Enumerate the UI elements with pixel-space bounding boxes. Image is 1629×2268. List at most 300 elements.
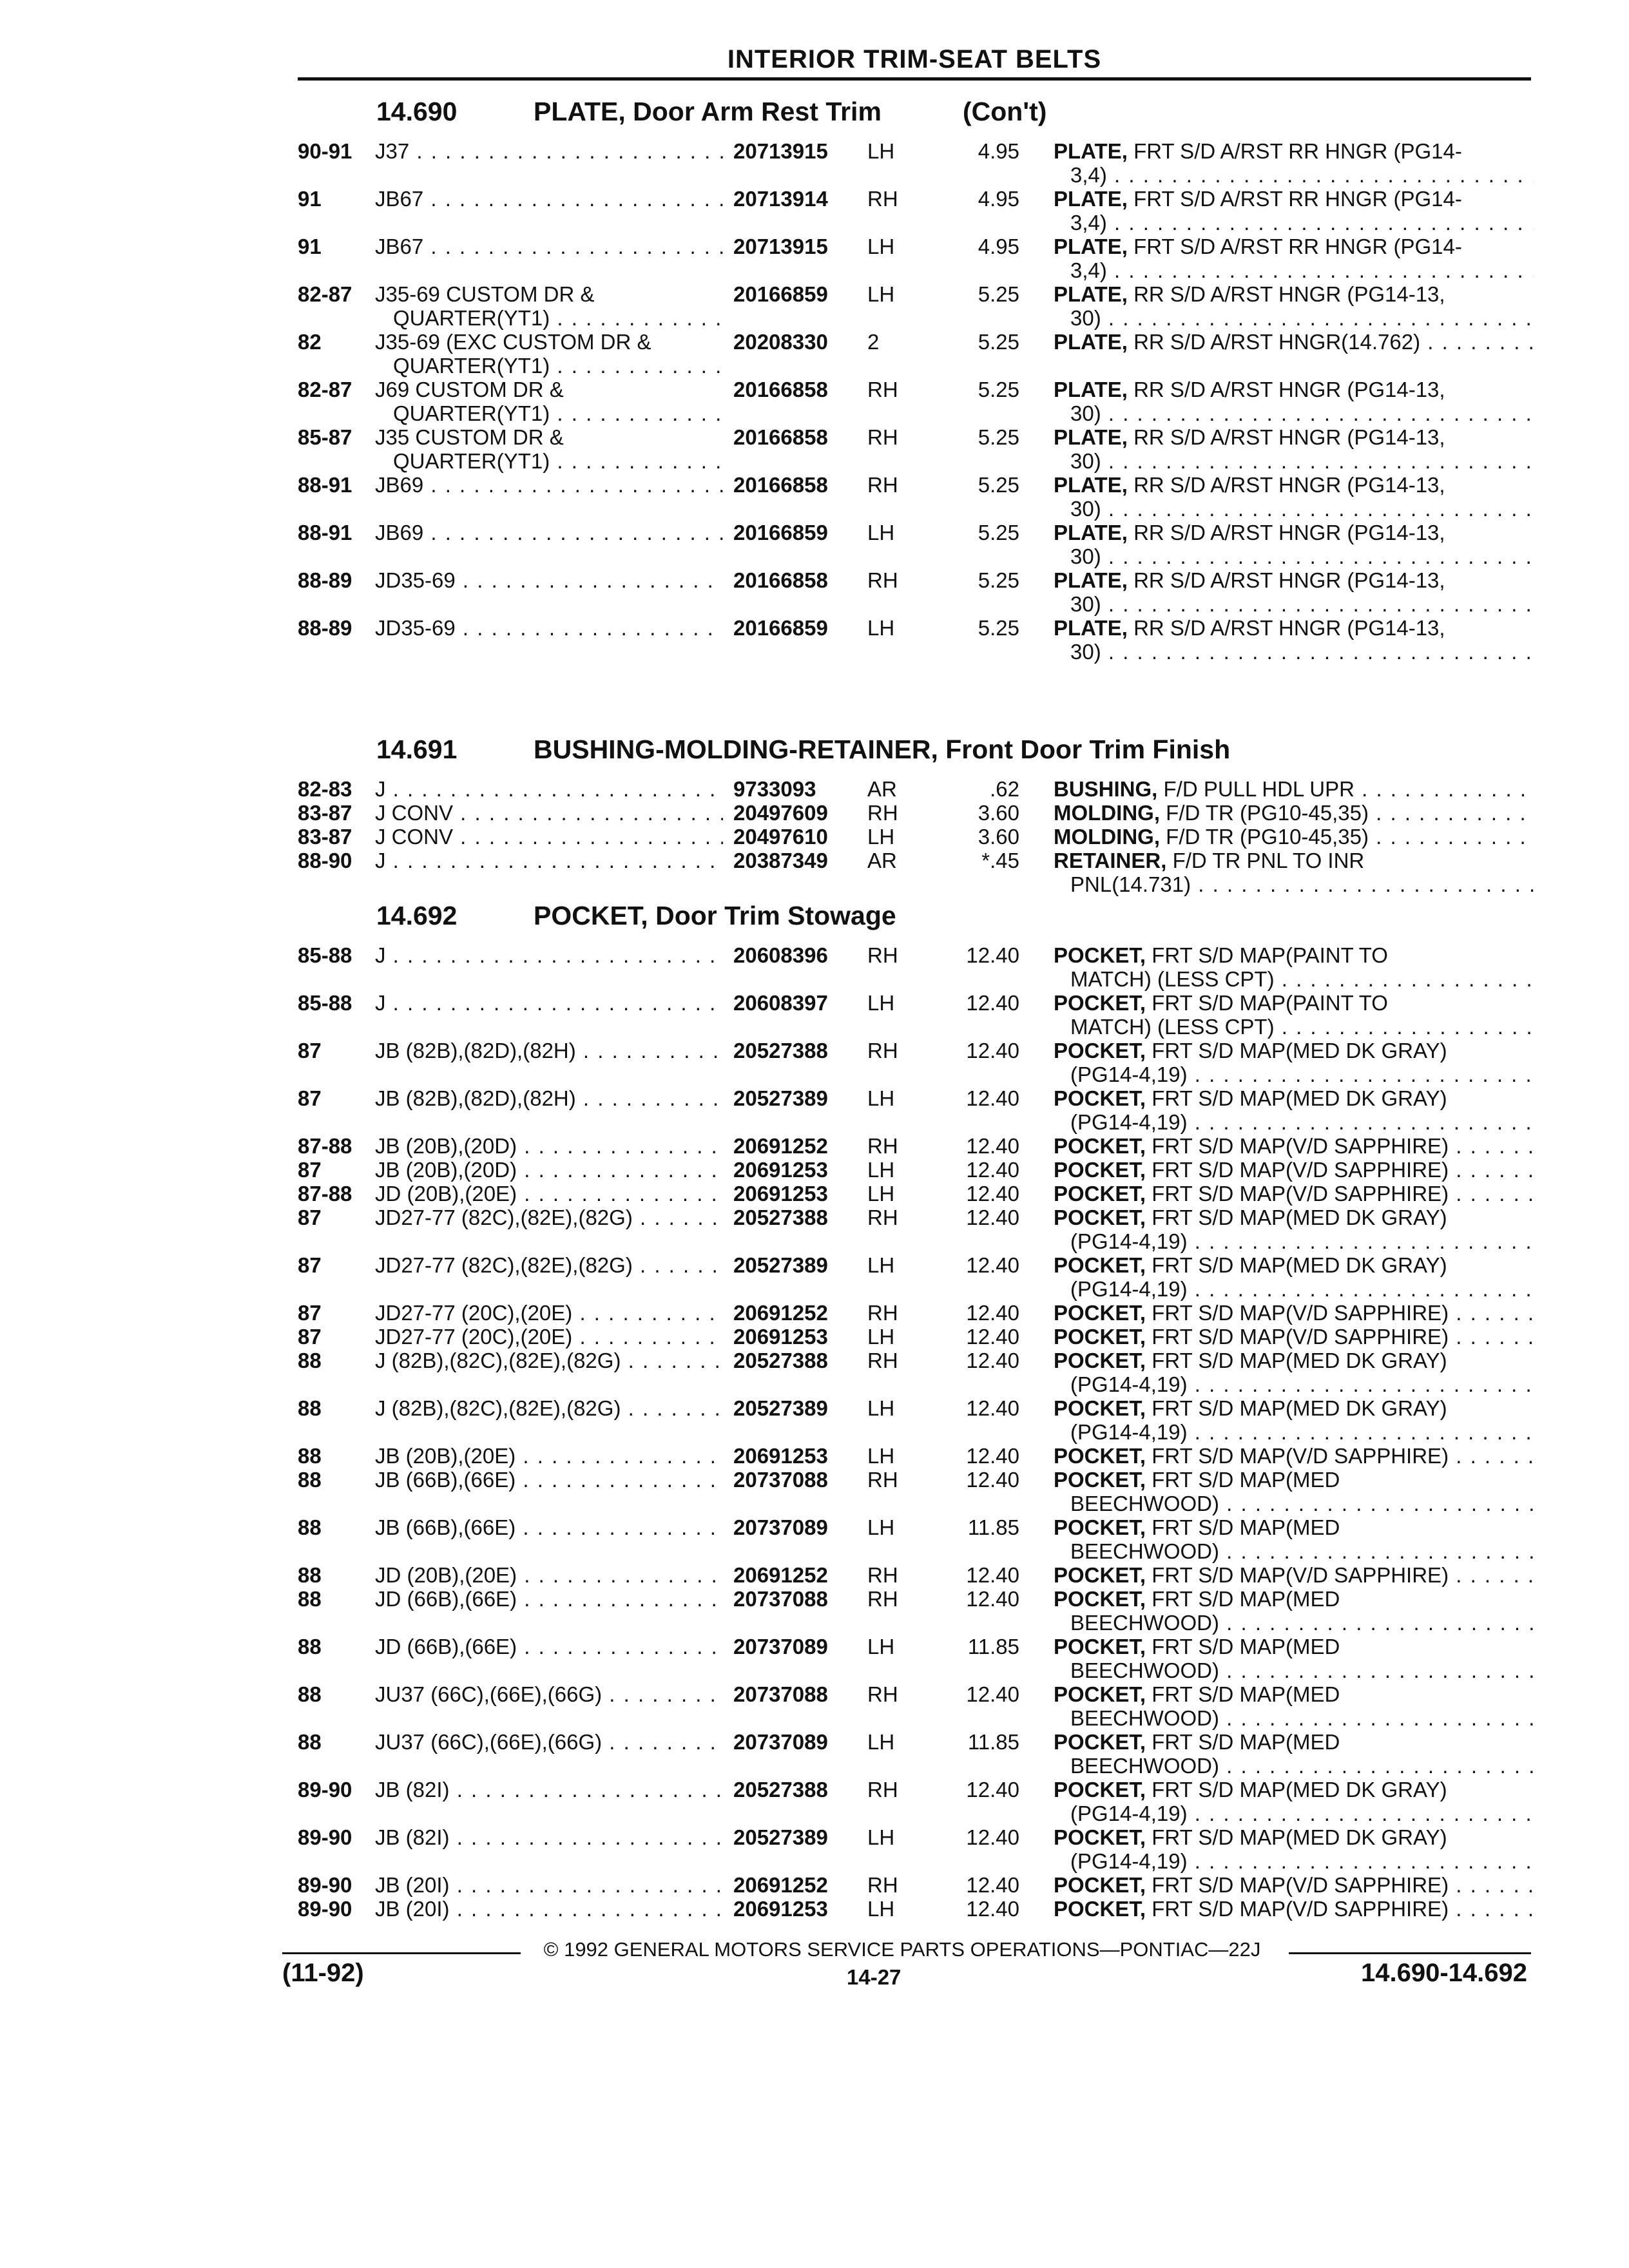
part-name: MOLDING, bbox=[1054, 825, 1160, 849]
model-years: 91 bbox=[298, 235, 322, 258]
part-description bbox=[1054, 991, 1534, 1039]
side-code: LH bbox=[867, 1325, 895, 1349]
model-line: QUARTER(YT1) . . . bbox=[375, 401, 723, 425]
description-text: FRT S/D MAP(V/D SAPPHIRE) bbox=[1152, 1325, 1449, 1349]
model-years: 87-88 bbox=[298, 1134, 352, 1158]
section-title: BUSHING-MOLDING-RETAINER, Front Door Trim Finish bbox=[534, 735, 1231, 764]
side-code: RH bbox=[867, 473, 898, 497]
part-number: 20608396 bbox=[733, 943, 828, 967]
description-line bbox=[1054, 1515, 1534, 1539]
description-text: FRT S/D MAP(PAINT TO bbox=[1152, 943, 1388, 967]
side-code: RH bbox=[867, 1873, 898, 1897]
description-text: FRT S/D MAP(MED bbox=[1152, 1468, 1340, 1492]
model-description bbox=[375, 849, 723, 872]
model-description bbox=[375, 1182, 723, 1206]
description-line bbox=[1054, 1134, 1534, 1158]
model-line: J . . . bbox=[375, 991, 723, 1015]
description-line bbox=[1054, 1492, 1534, 1515]
list-price: 12.40 bbox=[966, 1206, 1019, 1229]
part-description bbox=[1054, 1635, 1534, 1682]
description-text: FRT S/D A/RST RR HNGR (PG14- bbox=[1133, 187, 1462, 211]
list-price: 12.40 bbox=[966, 1825, 1019, 1849]
model-line: J (82B),(82C),(82E),(82G) . . . bbox=[375, 1396, 723, 1420]
description-text: 30) bbox=[1070, 449, 1101, 473]
side-code: RH bbox=[867, 943, 898, 967]
description-line bbox=[1054, 1325, 1534, 1349]
list-price: 12.40 bbox=[966, 1778, 1019, 1802]
description-text: 3,4) bbox=[1070, 211, 1107, 235]
part-number: 20497609 bbox=[733, 801, 828, 825]
description-line bbox=[1054, 211, 1534, 235]
model-line: JD27-77 (82C),(82E),(82G) . . . bbox=[375, 1206, 723, 1229]
description-line bbox=[1054, 1062, 1534, 1086]
part-name: PLATE, bbox=[1054, 235, 1128, 258]
list-price: *.45 bbox=[981, 849, 1019, 872]
part-name: PLATE, bbox=[1054, 568, 1128, 592]
side-code: RH bbox=[867, 187, 898, 211]
description-text: BEECHWOOD) bbox=[1070, 1539, 1219, 1563]
model-line: JB69 . . . bbox=[375, 473, 723, 497]
model-years: 89-90 bbox=[298, 1778, 352, 1802]
description-line bbox=[1054, 1372, 1534, 1396]
part-number: 20527388 bbox=[733, 1778, 828, 1802]
part-description bbox=[1054, 521, 1534, 568]
part-number: 20527389 bbox=[733, 1825, 828, 1849]
model-years: 82-83 bbox=[298, 777, 352, 801]
side-code: AR bbox=[867, 777, 897, 801]
part-description bbox=[1054, 1253, 1534, 1301]
model-line: JB (82B),(82D),(82H) . . . bbox=[375, 1086, 723, 1110]
description-text: (PG14-4,19) bbox=[1070, 1372, 1188, 1396]
description-line bbox=[1054, 1611, 1534, 1635]
model-description bbox=[375, 616, 723, 640]
description-text: 30) bbox=[1070, 544, 1101, 568]
part-name: MOLDING, bbox=[1054, 801, 1160, 825]
footer-revision-date: (11-92) bbox=[282, 1959, 364, 1987]
side-code: RH bbox=[867, 1587, 898, 1611]
model-years: 88-89 bbox=[298, 616, 352, 640]
description-line bbox=[1054, 1206, 1534, 1229]
description-line bbox=[1054, 544, 1534, 568]
side-code: LH bbox=[867, 1635, 895, 1658]
model-years: 88-91 bbox=[298, 521, 352, 544]
part-name: POCKET, bbox=[1054, 1778, 1146, 1802]
side-code: RH bbox=[867, 568, 898, 592]
model-description bbox=[375, 1635, 723, 1658]
list-price: 12.40 bbox=[966, 1563, 1019, 1587]
model-years: 88 bbox=[298, 1587, 322, 1611]
list-price: 12.40 bbox=[966, 1897, 1019, 1921]
section-heading bbox=[298, 735, 1554, 767]
description-text: FRT S/D MAP(V/D SAPPHIRE) bbox=[1152, 1134, 1449, 1158]
part-name: BUSHING, bbox=[1054, 777, 1158, 801]
description-line bbox=[1054, 1420, 1534, 1444]
model-years: 88 bbox=[298, 1396, 322, 1420]
description-line bbox=[1054, 1635, 1534, 1658]
model-line: J . . . bbox=[375, 777, 723, 801]
part-description bbox=[1054, 378, 1534, 425]
description-text: FRT S/D MAP(MED DK GRAY) bbox=[1152, 1396, 1447, 1420]
section-number: 14.690 bbox=[376, 97, 458, 126]
description-line bbox=[1054, 1706, 1534, 1730]
part-number: 20166858 bbox=[733, 425, 828, 449]
list-price: 3.60 bbox=[978, 825, 1019, 849]
list-price: 11.85 bbox=[967, 1515, 1019, 1539]
side-code: LH bbox=[867, 139, 895, 163]
description-text: FRT S/D MAP(MED DK GRAY) bbox=[1152, 1349, 1447, 1372]
list-price: 5.25 bbox=[978, 378, 1019, 401]
model-description bbox=[375, 1444, 723, 1468]
description-text: RR S/D A/RST HNGR(14.762) bbox=[1133, 330, 1421, 354]
list-price: 5.25 bbox=[978, 568, 1019, 592]
side-code: LH bbox=[867, 1086, 895, 1110]
model-line: JD35-69 . . . bbox=[375, 616, 723, 640]
side-code: LH bbox=[867, 1730, 895, 1754]
description-text: (PG14-4,19) bbox=[1070, 1849, 1188, 1873]
part-number: 20166858 bbox=[733, 568, 828, 592]
model-years: 89-90 bbox=[298, 1897, 352, 1921]
part-description bbox=[1054, 1778, 1534, 1825]
model-description bbox=[375, 1825, 723, 1849]
part-number: 20527388 bbox=[733, 1206, 828, 1229]
list-price: 12.40 bbox=[966, 1682, 1019, 1706]
description-line bbox=[1054, 1587, 1534, 1611]
description-text: BEECHWOOD) bbox=[1070, 1706, 1219, 1730]
side-code: LH bbox=[867, 1158, 895, 1182]
list-price: .62 bbox=[990, 777, 1019, 801]
description-line bbox=[1054, 1825, 1534, 1849]
description-line bbox=[1054, 991, 1534, 1015]
model-description bbox=[375, 1587, 723, 1611]
side-code: LH bbox=[867, 282, 895, 306]
model-line: J (82B),(82C),(82E),(82G) . . . bbox=[375, 1349, 723, 1372]
model-line: JD (66B),(66E) . . . bbox=[375, 1587, 723, 1611]
part-name: POCKET, bbox=[1054, 1349, 1146, 1372]
description-line bbox=[1054, 568, 1534, 592]
model-description bbox=[375, 1897, 723, 1921]
part-description bbox=[1054, 1134, 1534, 1158]
description-line bbox=[1054, 1563, 1534, 1587]
description-text: FRT S/D MAP(V/D SAPPHIRE) bbox=[1152, 1897, 1449, 1921]
side-code: LH bbox=[867, 991, 895, 1015]
model-line: J35-69 (EXC CUSTOM DR & bbox=[375, 330, 651, 354]
description-line bbox=[1054, 1444, 1534, 1468]
model-line: JB (20I) . . . bbox=[375, 1897, 723, 1921]
model-line: JD (66B),(66E) . . . bbox=[375, 1635, 723, 1658]
description-text: FRT S/D A/RST RR HNGR (PG14- bbox=[1133, 235, 1462, 258]
description-text: RR S/D A/RST HNGR (PG14-13, bbox=[1133, 378, 1445, 401]
part-number: 20691252 bbox=[733, 1134, 828, 1158]
description-text: FRT S/D MAP(MED DK GRAY) bbox=[1152, 1039, 1447, 1062]
part-number: 20527389 bbox=[733, 1396, 828, 1420]
model-line: JB (20B),(20D) . . . bbox=[375, 1158, 723, 1182]
part-description bbox=[1054, 1873, 1534, 1897]
description-text: PNL(14.731) bbox=[1070, 872, 1191, 896]
part-description bbox=[1054, 1206, 1534, 1253]
model-line: JB (66B),(66E) . . . bbox=[375, 1468, 723, 1492]
part-name: PLATE, bbox=[1054, 425, 1128, 449]
part-description bbox=[1054, 801, 1534, 825]
description-line bbox=[1054, 872, 1534, 896]
description-line bbox=[1054, 330, 1534, 354]
list-price: 5.25 bbox=[978, 425, 1019, 449]
description-text: BEECHWOOD) bbox=[1070, 1492, 1219, 1515]
part-description bbox=[1054, 1086, 1534, 1134]
side-code: LH bbox=[867, 1396, 895, 1420]
description-text: FRT S/D MAP(V/D SAPPHIRE) bbox=[1152, 1158, 1449, 1182]
description-line bbox=[1054, 1897, 1534, 1921]
description-text: 30) bbox=[1070, 497, 1101, 521]
part-name: POCKET, bbox=[1054, 1468, 1146, 1492]
list-price: 11.85 bbox=[967, 1730, 1019, 1754]
description-line bbox=[1054, 1349, 1534, 1372]
description-line bbox=[1054, 1658, 1534, 1682]
model-years: 87-88 bbox=[298, 1182, 352, 1206]
model-years: 87 bbox=[298, 1325, 322, 1349]
model-line: QUARTER(YT1) . . . bbox=[375, 306, 723, 330]
description-line bbox=[1054, 425, 1534, 449]
part-number: 20737088 bbox=[733, 1682, 828, 1706]
part-name: POCKET, bbox=[1054, 1897, 1146, 1921]
description-line bbox=[1054, 139, 1534, 163]
description-line bbox=[1054, 282, 1534, 306]
description-text: FRT S/D MAP(V/D SAPPHIRE) bbox=[1152, 1301, 1449, 1325]
description-line bbox=[1054, 258, 1534, 282]
side-code: RH bbox=[867, 1349, 898, 1372]
side-code: RH bbox=[867, 1682, 898, 1706]
part-number: 20713915 bbox=[733, 139, 828, 163]
description-text: FRT S/D MAP(PAINT TO bbox=[1152, 991, 1388, 1015]
description-text: (PG14-4,19) bbox=[1070, 1420, 1188, 1444]
model-line: JD35-69 . . . bbox=[375, 568, 723, 592]
part-name: POCKET, bbox=[1054, 1682, 1146, 1706]
model-years: 85-88 bbox=[298, 991, 352, 1015]
side-code: RH bbox=[867, 378, 898, 401]
part-description bbox=[1054, 1396, 1534, 1444]
list-price: 12.40 bbox=[966, 1349, 1019, 1372]
description-line bbox=[1054, 187, 1534, 211]
side-code: RH bbox=[867, 1778, 898, 1802]
model-description bbox=[375, 1349, 723, 1372]
part-name: POCKET, bbox=[1054, 991, 1146, 1015]
part-description bbox=[1054, 1444, 1534, 1468]
model-line: JB (82I) . . . bbox=[375, 1778, 723, 1802]
model-line: J CONV . . . bbox=[375, 801, 723, 825]
description-text: 30) bbox=[1070, 640, 1101, 664]
description-line bbox=[1054, 473, 1534, 497]
description-text: RR S/D A/RST HNGR (PG14-13, bbox=[1133, 473, 1445, 497]
description-line bbox=[1054, 1754, 1534, 1778]
part-description bbox=[1054, 187, 1534, 235]
model-description bbox=[375, 1134, 723, 1158]
part-number: 20737089 bbox=[733, 1635, 828, 1658]
description-line bbox=[1054, 1229, 1534, 1253]
description-text: MATCH) (LESS CPT) bbox=[1070, 1015, 1275, 1039]
part-name: PLATE, bbox=[1054, 521, 1128, 544]
description-line bbox=[1054, 1873, 1534, 1897]
side-code: LH bbox=[867, 1444, 895, 1468]
model-description bbox=[375, 1301, 723, 1325]
description-text: F/D TR (PG10-45,35) bbox=[1166, 825, 1369, 849]
description-line bbox=[1054, 640, 1534, 664]
description-line bbox=[1054, 967, 1534, 991]
list-price: 4.95 bbox=[978, 139, 1019, 163]
part-description bbox=[1054, 425, 1534, 473]
side-code: LH bbox=[867, 1897, 895, 1921]
part-name: POCKET, bbox=[1054, 1206, 1146, 1229]
list-price: 5.25 bbox=[978, 473, 1019, 497]
part-description bbox=[1054, 1301, 1534, 1325]
description-text: MATCH) (LESS CPT) bbox=[1070, 967, 1275, 991]
model-years: 88-89 bbox=[298, 568, 352, 592]
description-text: FRT S/D MAP(V/D SAPPHIRE) bbox=[1152, 1873, 1449, 1897]
list-price: 12.40 bbox=[966, 1039, 1019, 1062]
model-years: 87 bbox=[298, 1086, 322, 1110]
description-line bbox=[1054, 306, 1534, 330]
footer-page-number: 14-27 bbox=[847, 1965, 901, 1989]
description-line bbox=[1054, 401, 1534, 425]
part-name: POCKET, bbox=[1054, 1158, 1146, 1182]
model-description bbox=[375, 1325, 723, 1349]
description-line bbox=[1054, 1301, 1534, 1325]
description-line bbox=[1054, 1015, 1534, 1039]
description-line bbox=[1054, 497, 1534, 521]
description-text: RR S/D A/RST HNGR (PG14-13, bbox=[1133, 616, 1445, 640]
description-line bbox=[1054, 449, 1534, 473]
side-code: LH bbox=[867, 235, 895, 258]
part-description bbox=[1054, 235, 1534, 282]
description-line bbox=[1054, 801, 1534, 825]
model-years: 89-90 bbox=[298, 1873, 352, 1897]
model-description bbox=[375, 777, 723, 801]
description-text: F/D TR PNL TO INR bbox=[1172, 849, 1365, 872]
model-description bbox=[375, 1206, 723, 1229]
part-name: POCKET, bbox=[1054, 1587, 1146, 1611]
part-name: POCKET, bbox=[1054, 1563, 1146, 1587]
part-number: 20208330 bbox=[733, 330, 828, 354]
description-text: FRT S/D MAP(MED DK GRAY) bbox=[1152, 1086, 1447, 1110]
model-description bbox=[375, 1778, 723, 1802]
model-line: JU37 (66C),(66E),(66G) . . . bbox=[375, 1730, 723, 1754]
model-years: 88 bbox=[298, 1468, 322, 1492]
model-years: 85-87 bbox=[298, 425, 352, 449]
description-text: F/D TR (PG10-45,35) bbox=[1166, 801, 1369, 825]
description-text: FRT S/D A/RST RR HNGR (PG14- bbox=[1133, 139, 1462, 163]
list-price: 11.85 bbox=[967, 1635, 1019, 1658]
part-name: POCKET, bbox=[1054, 1873, 1146, 1897]
part-number: 20527388 bbox=[733, 1039, 828, 1062]
part-name: POCKET, bbox=[1054, 1086, 1146, 1110]
part-description bbox=[1054, 1825, 1534, 1873]
part-number: 20691253 bbox=[733, 1182, 828, 1206]
part-description bbox=[1054, 1158, 1534, 1182]
list-price: 4.95 bbox=[978, 235, 1019, 258]
part-number: 20713915 bbox=[733, 235, 828, 258]
description-text: FRT S/D MAP(MED bbox=[1152, 1682, 1340, 1706]
part-number: 20166859 bbox=[733, 616, 828, 640]
model-line: JB (66B),(66E) . . . bbox=[375, 1515, 723, 1539]
model-years: 88-91 bbox=[298, 473, 352, 497]
part-number: 20691252 bbox=[733, 1873, 828, 1897]
side-code: RH bbox=[867, 1301, 898, 1325]
model-description bbox=[375, 1468, 723, 1492]
part-description bbox=[1054, 1563, 1534, 1587]
model-description bbox=[375, 801, 723, 825]
side-code: RH bbox=[867, 1134, 898, 1158]
list-price: 12.40 bbox=[966, 1325, 1019, 1349]
part-name: POCKET, bbox=[1054, 1301, 1146, 1325]
part-description bbox=[1054, 849, 1534, 896]
model-years: 87 bbox=[298, 1158, 322, 1182]
list-price: 12.40 bbox=[966, 991, 1019, 1015]
section-number: 14.691 bbox=[376, 735, 458, 764]
footer-section-range: 14.690-14.692 bbox=[1360, 1959, 1527, 1987]
model-years: 88 bbox=[298, 1635, 322, 1658]
description-line bbox=[1054, 235, 1534, 258]
list-price: 12.40 bbox=[966, 1253, 1019, 1277]
description-text: (PG14-4,19) bbox=[1070, 1062, 1188, 1086]
model-description bbox=[375, 943, 723, 967]
description-line bbox=[1054, 1682, 1534, 1706]
model-description bbox=[375, 282, 723, 330]
description-line bbox=[1054, 1110, 1534, 1134]
list-price: 4.95 bbox=[978, 187, 1019, 211]
description-text: 3,4) bbox=[1070, 163, 1107, 187]
model-description bbox=[375, 1253, 723, 1277]
model-description bbox=[375, 1039, 723, 1062]
part-number: 20737089 bbox=[733, 1730, 828, 1754]
model-years: 83-87 bbox=[298, 825, 352, 849]
model-line: J37 . . . bbox=[375, 139, 723, 163]
description-line bbox=[1054, 1468, 1534, 1492]
description-line bbox=[1054, 1849, 1534, 1873]
part-description bbox=[1054, 1349, 1534, 1396]
description-text: FRT S/D MAP(V/D SAPPHIRE) bbox=[1152, 1444, 1449, 1468]
list-price: 12.40 bbox=[966, 1444, 1019, 1468]
part-description bbox=[1054, 139, 1534, 187]
description-text: FRT S/D MAP(MED bbox=[1152, 1515, 1340, 1539]
description-text: (PG14-4,19) bbox=[1070, 1277, 1188, 1301]
model-description bbox=[375, 1515, 723, 1539]
description-text: 3,4) bbox=[1070, 258, 1107, 282]
model-line: JD (20B),(20E) . . . bbox=[375, 1182, 723, 1206]
model-description bbox=[375, 1086, 723, 1110]
model-description bbox=[375, 330, 723, 378]
model-years: 88 bbox=[298, 1515, 322, 1539]
model-line: J69 CUSTOM DR & bbox=[375, 378, 564, 401]
model-description bbox=[375, 521, 723, 544]
description-text: 30) bbox=[1070, 306, 1101, 330]
description-text: RR S/D A/RST HNGR (PG14-13, bbox=[1133, 568, 1445, 592]
side-code: LH bbox=[867, 521, 895, 544]
description-text: 30) bbox=[1070, 401, 1101, 425]
description-line bbox=[1054, 163, 1534, 187]
part-description bbox=[1054, 943, 1534, 991]
part-number: 20737088 bbox=[733, 1587, 828, 1611]
part-description bbox=[1054, 1182, 1534, 1206]
description-text: (PG14-4,19) bbox=[1070, 1802, 1188, 1825]
part-name: POCKET, bbox=[1054, 1444, 1146, 1468]
side-code: LH bbox=[867, 1515, 895, 1539]
model-line: JD (20B),(20E) . . . bbox=[375, 1563, 723, 1587]
model-years: 88 bbox=[298, 1563, 322, 1587]
part-name: PLATE, bbox=[1054, 330, 1128, 354]
list-price: 12.40 bbox=[966, 1182, 1019, 1206]
model-years: 87 bbox=[298, 1039, 322, 1062]
description-text: FRT S/D MAP(MED DK GRAY) bbox=[1152, 1825, 1447, 1849]
part-number: 20387349 bbox=[733, 849, 828, 872]
model-description bbox=[375, 825, 723, 849]
